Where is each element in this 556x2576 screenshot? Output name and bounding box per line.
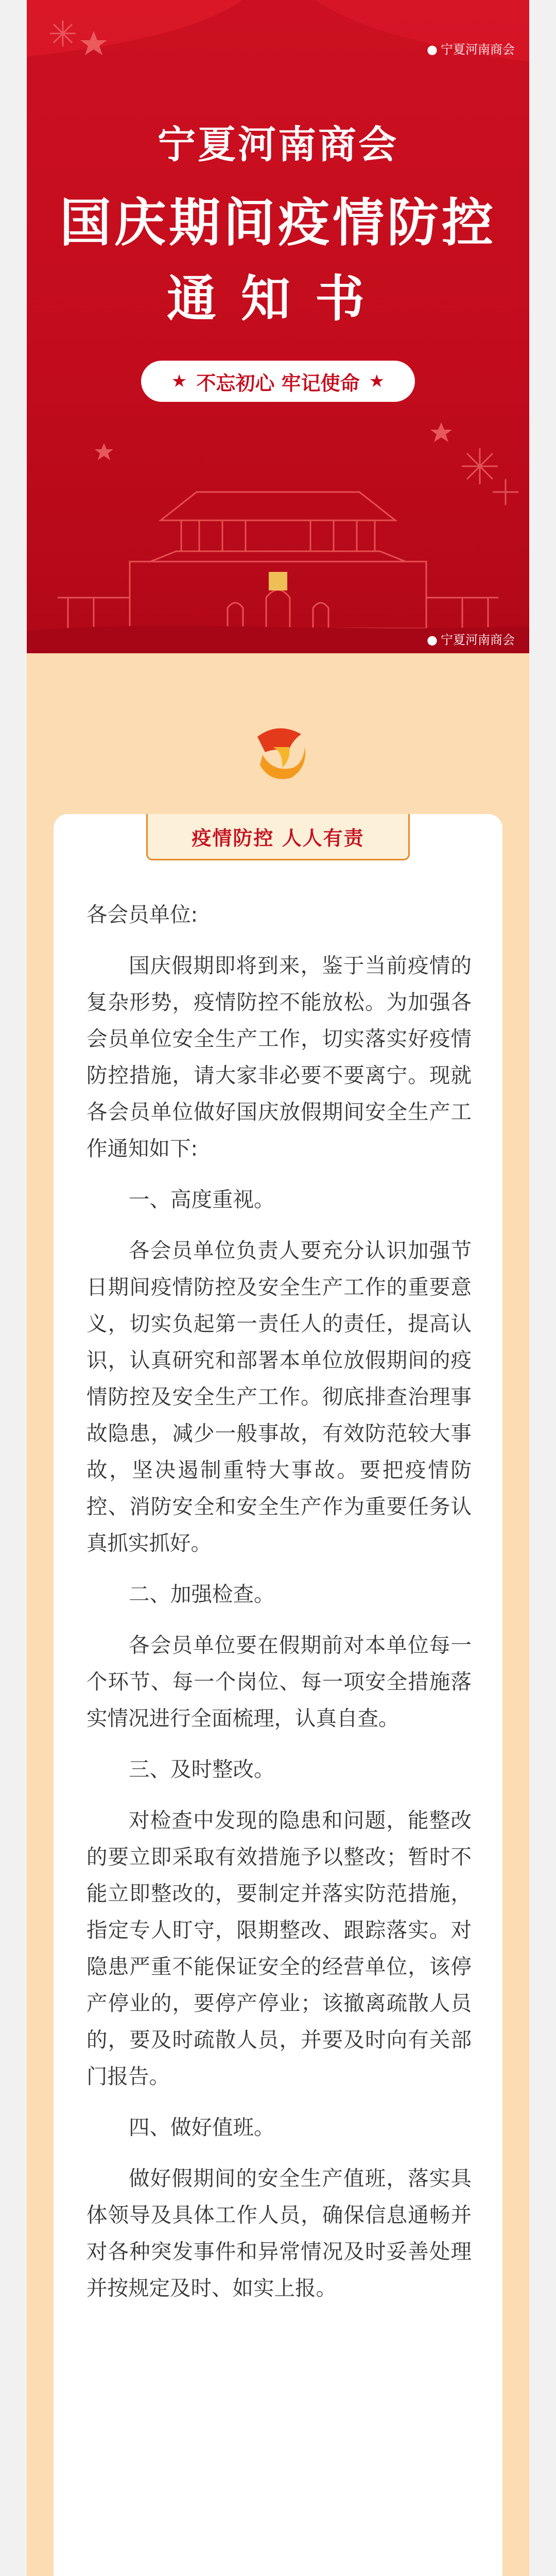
header-poster	[27, 0, 529, 653]
star-icon: ★	[369, 371, 385, 392]
section-heading: 一、高度重视。	[129, 1187, 275, 1212]
section-heading: 二、加强检查。	[129, 1582, 275, 1606]
notice-body	[86, 896, 472, 2321]
intro-paragraph: 国庆假期即将到来，鉴于当前疫情的复杂形势，疫情防控不能放松。为加强各会员单位安全生产工作，切实落实好疫情防控措施，请大家非必要不要离宁。现就各会员单位做好国庆放假期间安全生产工作通知如下:	[86, 953, 472, 1161]
notice-banner: 疫情防控 人人有责	[146, 814, 410, 860]
section-heading: 三、及时整改。	[129, 1757, 275, 1782]
slogan-pill	[141, 361, 415, 402]
notice-page	[27, 0, 529, 2576]
salutation: 各会员单位:	[86, 902, 198, 927]
section-paragraph: 对检查中发现的隐患和问题，能整改的要立即采取有效措施予以整改；暂时不能立即整改的，要制定并落实防范措施，指定专人盯守，限期整改、跟踪落实。对隐患严重不能保证安全的经营单位，该停产停业的，要停产停业；该撤离疏散人员的，要及时疏散人员，并要及时向有关部门报告。	[86, 1808, 472, 2089]
party-emblem-icon	[242, 716, 314, 788]
watermark-bottom: ● 宁夏河南商会	[427, 633, 515, 647]
poster-title-line3: 通知书	[167, 270, 389, 328]
firework-icon	[50, 21, 76, 46]
section-paragraph: 做好假期间的安全生产值班，落实具体领导及具体工作人员，确保信息通畅并对各种突发事件和异常情况及时妥善处理并按规定及时、如实上报。	[86, 2166, 472, 2300]
star-icon: ★	[171, 371, 187, 392]
poster-title-line2: 国庆期间疫情防控	[60, 193, 496, 253]
section-paragraph: 各会员单位要在假期前对本单位每一个环节、每一个岗位、每一项安全措施落实情况进行全面梳理，认真自查。	[86, 1633, 472, 1731]
wechat-icon: ●	[427, 633, 438, 647]
wechat-icon: ●	[427, 42, 438, 57]
tiananmen-icon	[58, 492, 498, 629]
watermark-top: ● 宁夏河南商会	[427, 42, 515, 57]
section-heading: 四、做好值班。	[129, 2115, 275, 2140]
notice-card	[54, 814, 502, 2576]
section-paragraph: 各会员单位负责人要充分认识加强节日期间疫情防控及安全生产工作的重要意义，切实负起第一责任人的责任，提高认识，认真研究和部署本单位放假期间的疫情防控及安全生产工作。彻底排查治理事故隐患，减少一般事故，有效防范较大事故，坚决遏制重特大事故。要把疫情防控、消防安全和安全生产作为重要任务认真抓实抓好。	[86, 1238, 472, 1555]
slogan-text: 不忘初心 牢记使命	[196, 371, 360, 395]
poster-title-line1: 宁夏河南商会	[158, 123, 398, 167]
